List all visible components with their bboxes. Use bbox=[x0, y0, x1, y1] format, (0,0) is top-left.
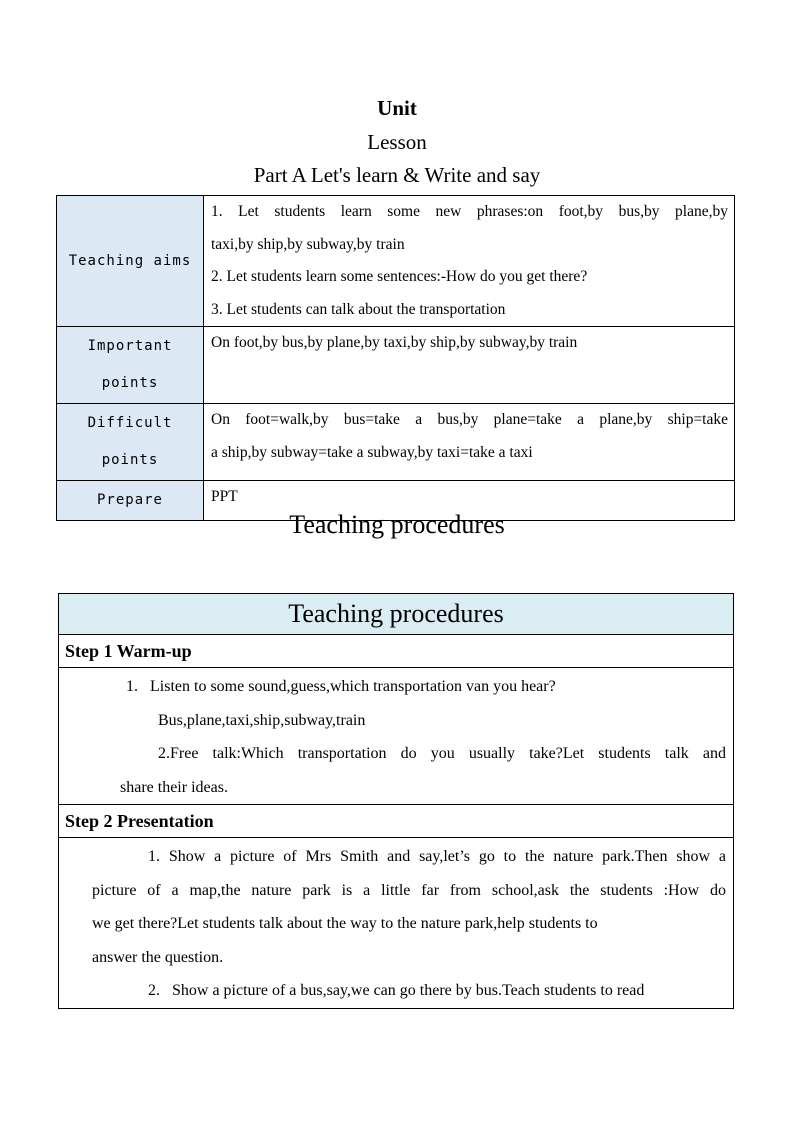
step-body-row bbox=[59, 668, 734, 805]
aims-line: 3. Let students can talk about the transportation bbox=[211, 300, 506, 318]
aims-line: 2. Let students learn some sentences:-How do you get there? bbox=[211, 268, 588, 285]
aims-line: 1. Let students learn some new phrases:on foot,by bus,by plane,by bbox=[211, 203, 728, 220]
lesson-title: Lesson bbox=[367, 130, 427, 154]
important-points-value: On foot,by bus,by plane,by taxi,by ship,by subway,by train bbox=[204, 327, 735, 404]
procedures-heading: Teaching procedures bbox=[289, 510, 505, 539]
difficult-points-row bbox=[57, 404, 735, 481]
step-2-body: 1. Show a picture of Mrs Smith and say,let’s go to the nature park.Then show a picture of a map,the nature park is a little far from school,ask the students :How do we get there?Let students talk about the way to the nature park,help students to answer the question. 2. Show a picture of a bus,say,we can go there by bus.Teach students to read bbox=[59, 838, 734, 1009]
procedures-header-row bbox=[59, 594, 734, 635]
teaching-aims-label: Teaching aims bbox=[57, 196, 204, 327]
difficult-points-label: Difficult points bbox=[57, 404, 204, 481]
difficult-points-value: On foot=walk,by bus=take a bus,by plane=take a plane,by ship=take a ship,by subway=take a subway,by taxi=take a taxi bbox=[204, 404, 735, 481]
step-1-title: Step 1 Warm-up bbox=[59, 635, 734, 668]
teaching-aims-row bbox=[57, 196, 735, 327]
important-points-label: Important points bbox=[57, 327, 204, 404]
aims-line: taxi,by ship,by subway,by train bbox=[211, 235, 405, 253]
procedures-header: Teaching procedures bbox=[59, 594, 734, 635]
unit-title: Unit bbox=[377, 96, 417, 120]
part-title: Part A Let's learn & Write and say bbox=[253, 163, 541, 187]
step-title-row bbox=[59, 635, 734, 668]
important-points-row bbox=[57, 327, 735, 404]
step-1-body: 1. Listen to some sound,guess,which transportation van you hear? Bus,plane,taxi,ship,subway,train 2.Free talk:Which transportation do you usually take?Let students talk and share their ideas. bbox=[59, 668, 734, 805]
prepare-value: PPT bbox=[204, 481, 735, 521]
teaching-aims-value bbox=[204, 196, 735, 327]
prepare-label: Prepare bbox=[57, 481, 204, 521]
lesson-info-table bbox=[56, 195, 735, 521]
procedures-table bbox=[58, 593, 734, 1009]
step-2-title: Step 2 Presentation bbox=[59, 805, 734, 838]
step-body-row bbox=[59, 838, 734, 1009]
step-title-row bbox=[59, 805, 734, 838]
